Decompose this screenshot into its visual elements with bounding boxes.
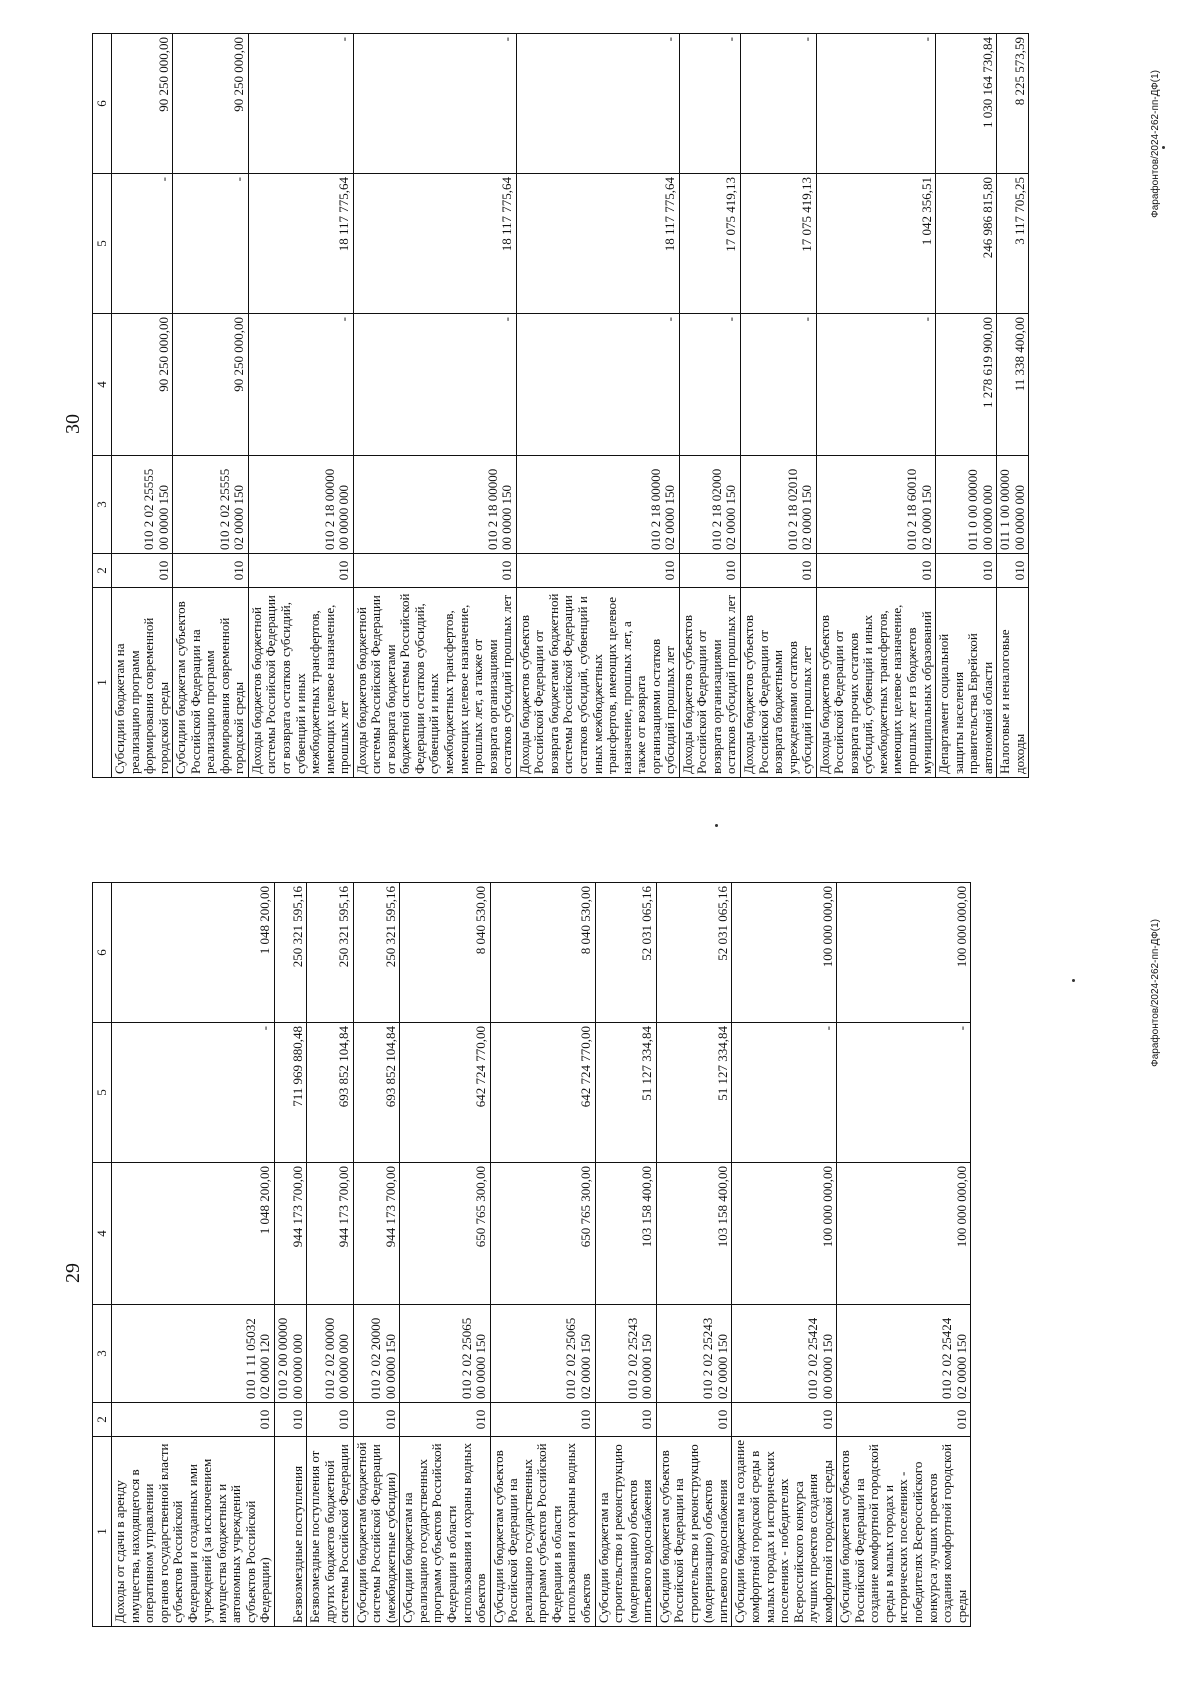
- table-row: [679, 34, 740, 778]
- table-row: [307, 883, 354, 1627]
- plan-amount: 944 173 700,00: [307, 1163, 354, 1305]
- page-30: [0, 0, 1200, 848]
- fact-amount: 642 724 770,00: [400, 1023, 490, 1163]
- scan-speck: [715, 824, 718, 827]
- plan-amount: 650 765 300,00: [400, 1163, 490, 1305]
- page-number: 30: [62, 414, 84, 434]
- row-name: Налоговые и неналоговые доходы: [997, 588, 1029, 778]
- plan-amount: 90 250 000,00: [173, 314, 249, 456]
- table-row: [173, 34, 249, 778]
- table-row: [816, 34, 935, 778]
- plan-amount: 90 250 000,00: [112, 314, 173, 456]
- rest-amount: 8 040 530,00: [400, 883, 490, 1023]
- row-name: Безвозмездные поступления от других бюджетов бюджетной системы Российской Федерации: [307, 1437, 354, 1627]
- table-row: [275, 883, 307, 1627]
- fact-amount: 17 075 419,13: [740, 174, 816, 314]
- plan-amount: 103 158 400,00: [595, 1163, 656, 1305]
- admin-code: 010: [400, 1403, 490, 1437]
- fact-amount: 17 075 419,13: [679, 174, 740, 314]
- fact-amount: 246 986 815,80: [936, 174, 997, 314]
- row-name: Субсидии бюджетам на создание комфортной городской среды в малых городах и исторических поселениях - победителях Всероссийского конкурса лучших проектов создания комфортной городской среды: [732, 1437, 837, 1627]
- admin-code: 010: [112, 1403, 275, 1437]
- admin-code: 010: [516, 554, 679, 588]
- budget-code: 010 2 18 00000 02 0000 150: [516, 456, 679, 554]
- admin-code: 010: [275, 1403, 307, 1437]
- row-name: Субсидии бюджетам на реализацию программ формирования современной городской среды: [112, 588, 173, 778]
- plan-amount: 103 158 400,00: [656, 1163, 732, 1305]
- table-row: [353, 883, 400, 1627]
- budget-code: 010 2 18 02000 02 0000 150: [679, 456, 740, 554]
- fact-amount: -: [732, 1023, 837, 1163]
- fact-amount: -: [837, 1023, 971, 1163]
- table-row: [112, 883, 275, 1627]
- rest-amount: 8 225 573,59: [997, 34, 1029, 174]
- row-name: Субсидии бюджетам субъектов Российской Федерации на реализацию государственных программ субъектов Российской Федерации в области использования и охраны водных объектов: [490, 1437, 595, 1627]
- budget-code: 010 2 18 02010 02 0000 150: [740, 456, 816, 554]
- plan-amount: -: [740, 314, 816, 456]
- column-header: 1: [93, 588, 112, 778]
- fact-amount: 18 117 775,64: [516, 174, 679, 314]
- fact-amount: 18 117 775,64: [353, 174, 516, 314]
- admin-code: 010: [490, 1403, 595, 1437]
- plan-amount: 100 000 000,00: [732, 1163, 837, 1305]
- budget-code: 010 2 02 20000 00 0000 150: [353, 1305, 400, 1403]
- row-name: Субсидии бюджетам на строительство и реконструкцию (модернизацию) объектов питьевого водоснабжения: [595, 1437, 656, 1627]
- row-name: Доходы бюджетов бюджетной системы Российской Федерации от возврата остатков субсидий, субвенций и иных межбюджетных трансфертов, имеющих целевое назначение, прошлых лет: [248, 588, 353, 778]
- row-name: Безвозмездные поступления: [275, 1437, 307, 1627]
- table-row: [740, 34, 816, 778]
- budget-code: 010 2 02 25065 02 0000 150: [490, 1305, 595, 1403]
- column-header: 3: [93, 456, 112, 554]
- row-name: Доходы бюджетов субъектов Российской Федерации от возврата бюджетами бюджетной системы Российской Федерации остатков субсидий, субвенций и иных межбюджетных трансфертов, имеющих целевое назначение, прошлых лет, а также от возврата организациями остатков субсидий прошлых лет: [516, 588, 679, 778]
- row-name: Субсидии бюджетам бюджетной системы Российской Федерации (межбюджетные субсидии): [353, 1437, 400, 1627]
- rest-amount: 1 048 200,00: [112, 883, 275, 1023]
- admin-code: 010: [816, 554, 935, 588]
- admin-code: 010: [112, 554, 173, 588]
- page-29: [0, 849, 1200, 1697]
- plan-amount: 650 765 300,00: [490, 1163, 595, 1305]
- row-name: Доходы бюджетов субъектов Российской Федерации от возврата бюджетными учреждениями остатков субсидий прошлых лет: [740, 588, 816, 778]
- fact-amount: 711 969 880,48: [275, 1023, 307, 1163]
- table-row: [732, 883, 837, 1627]
- budget-code: 010 2 02 25065 00 0000 150: [400, 1305, 490, 1403]
- fact-amount: 18 117 775,64: [248, 174, 353, 314]
- table-row: [595, 883, 656, 1627]
- column-header: 4: [93, 314, 112, 456]
- budget-code: 010 1 11 05032 02 0000 120: [112, 1305, 275, 1403]
- table-header-row: [93, 34, 112, 778]
- fact-amount: 642 724 770,00: [490, 1023, 595, 1163]
- column-header: 6: [93, 883, 112, 1023]
- admin-code: 010: [936, 554, 997, 588]
- budget-code: 010 2 18 60010 02 0000 150: [816, 456, 935, 554]
- row-name: Субсидии бюджетам на реализацию государственных программ субъектов Российской Федерации в области использования и охраны водных объектов: [400, 1437, 490, 1627]
- plan-amount: 944 173 700,00: [275, 1163, 307, 1305]
- rest-amount: 8 040 530,00: [490, 883, 595, 1023]
- budget-code: 010 2 00 00000 00 0000 000: [275, 1305, 307, 1403]
- rest-amount: -: [679, 34, 740, 174]
- plan-amount: 1 048 200,00: [112, 1163, 275, 1305]
- rest-amount: 90 250 000,00: [173, 34, 249, 174]
- rest-amount: 100 000 000,00: [837, 883, 971, 1023]
- page-number: 29: [62, 1263, 84, 1283]
- admin-code: 010: [248, 554, 353, 588]
- row-name: Департамент социальной защиты населения правительства Еврейской автономной области: [936, 588, 997, 778]
- table-row: [112, 34, 173, 778]
- fact-amount: 693 852 104,84: [353, 1023, 400, 1163]
- plan-amount: 11 338 400,00: [997, 314, 1029, 456]
- rest-amount: 100 000 000,00: [732, 883, 837, 1023]
- fact-amount: 693 852 104,84: [307, 1023, 354, 1163]
- column-header: 5: [93, 174, 112, 314]
- rest-amount: 250 321 595,16: [307, 883, 354, 1023]
- table-row: [516, 34, 679, 778]
- budget-code: 010 2 02 25555 02 0000 150: [173, 456, 249, 554]
- fact-amount: 51 127 334,84: [656, 1023, 732, 1163]
- column-header: 3: [93, 1305, 112, 1403]
- column-header: 5: [93, 1023, 112, 1163]
- admin-code: 010: [997, 554, 1029, 588]
- budget-code: 010 2 18 00000 00 0000 150: [353, 456, 516, 554]
- document-footer: Фарафонтов/2024-262-пп-ДФ(1): [1150, 919, 1161, 1067]
- rest-amount: -: [353, 34, 516, 174]
- budget-code: 010 2 02 25555 00 0000 150: [112, 456, 173, 554]
- column-header: 2: [93, 554, 112, 588]
- table-row: [656, 883, 732, 1627]
- rest-amount: -: [248, 34, 353, 174]
- row-name: Субсидии бюджетам субъектов Российской Федерации на строительство и реконструкцию (модернизацию) объектов питьевого водоснабжения: [656, 1437, 732, 1627]
- fact-amount: 3 117 705,25: [997, 174, 1029, 314]
- budget-code: 010 2 02 25243 00 0000 150: [595, 1305, 656, 1403]
- table-row: [936, 34, 997, 778]
- admin-code: 010: [353, 1403, 400, 1437]
- plan-amount: 100 000 000,00: [837, 1163, 971, 1305]
- column-header: 2: [93, 1403, 112, 1437]
- admin-code: 010: [837, 1403, 971, 1437]
- admin-code: 010: [595, 1403, 656, 1437]
- rest-amount: 1 030 164 730,84: [936, 34, 997, 174]
- table-row: [837, 883, 971, 1627]
- budget-code: 010 2 02 25424 00 0000 150: [732, 1305, 837, 1403]
- row-name: Доходы от сдачи в аренду имущества, находящегося в оперативном управлении органов государственной власти субъектов Российской Федерации и созданных ими учреждений (за исключением имущества бюджетных и автономных учреждений субъектов Российской Федерации): [112, 1437, 275, 1627]
- row-name: Доходы бюджетов бюджетной системы Российской Федерации от возврата бюджетами бюджетной системы Российской Федерации остатков субсидий, субвенций и иных межбюджетных трансфертов, имеющих целевое назначение, прошлых лет, а также от возврата организациями остатков субсидий прошлых лет: [353, 588, 516, 778]
- admin-code: 010: [173, 554, 249, 588]
- rest-amount: -: [516, 34, 679, 174]
- table-row: [997, 34, 1029, 778]
- budget-code: 010 2 02 25243 02 0000 150: [656, 1305, 732, 1403]
- fact-amount: -: [112, 1023, 275, 1163]
- budget-code: 011 1 00 00000 00 0000 000: [997, 456, 1029, 554]
- admin-code: 010: [353, 554, 516, 588]
- fact-amount: -: [173, 174, 249, 314]
- budget-code: 010 2 02 25424 02 0000 150: [837, 1305, 971, 1403]
- rest-amount: 90 250 000,00: [112, 34, 173, 174]
- plan-amount: -: [516, 314, 679, 456]
- admin-code: 010: [732, 1403, 837, 1437]
- fact-amount: -: [112, 174, 173, 314]
- rest-amount: 250 321 595,16: [353, 883, 400, 1023]
- table-row: [353, 34, 516, 778]
- column-header: 1: [93, 1437, 112, 1627]
- row-name: Доходы бюджетов субъектов Российской Федерации от возврата прочих остатков субсидий, субвенций и иных межбюджетных трансфертов, имеющих целевое назначение, прошлых лет из бюджетов муниципальных образований: [816, 588, 935, 778]
- rest-amount: 52 031 065,16: [595, 883, 656, 1023]
- plan-amount: 944 173 700,00: [353, 1163, 400, 1305]
- revenue-table: [92, 33, 1029, 778]
- rest-amount: 250 321 595,16: [275, 883, 307, 1023]
- budget-code: 010 2 02 00000 00 0000 000: [307, 1305, 354, 1403]
- rest-amount: -: [740, 34, 816, 174]
- plan-amount: 1 278 619 900,00: [936, 314, 997, 456]
- scan-speck: [1162, 146, 1165, 149]
- column-header: 6: [93, 34, 112, 174]
- admin-code: 010: [740, 554, 816, 588]
- revenue-table: [92, 882, 971, 1627]
- document-footer: Фарафонтов/2024-262-пп-ДФ(1): [1150, 70, 1161, 218]
- budget-code: 010 2 18 00000 00 0000 000: [248, 456, 353, 554]
- scan-speck: [1072, 979, 1075, 982]
- column-header: 4: [93, 1163, 112, 1305]
- plan-amount: -: [353, 314, 516, 456]
- plan-amount: -: [679, 314, 740, 456]
- rest-amount: -: [816, 34, 935, 174]
- budget-code: 011 0 00 00000 00 0000 000: [936, 456, 997, 554]
- table-row: [490, 883, 595, 1627]
- plan-amount: -: [816, 314, 935, 456]
- fact-amount: 1 042 356,51: [816, 174, 935, 314]
- plan-amount: -: [248, 314, 353, 456]
- admin-code: 010: [656, 1403, 732, 1437]
- rest-amount: 52 031 065,16: [656, 883, 732, 1023]
- table-row: [248, 34, 353, 778]
- row-name: Доходы бюджетов субъектов Российской Федерации от возврата организациями остатков субсидий прошлых лет: [679, 588, 740, 778]
- table-header-row: [93, 883, 112, 1627]
- row-name: Субсидии бюджетам субъектов Российской Федерации на реализацию программ формирования современной городской среды: [173, 588, 249, 778]
- fact-amount: 51 127 334,84: [595, 1023, 656, 1163]
- admin-code: 010: [307, 1403, 354, 1437]
- table-row: [400, 883, 490, 1627]
- admin-code: 010: [679, 554, 740, 588]
- row-name: Субсидии бюджетам субъектов Российской Федерации на создание комфортной городской среды в малых городах и исторических поселениях - победителях Всероссийского конкурса лучших проектов создания комфортной городской среды: [837, 1437, 971, 1627]
